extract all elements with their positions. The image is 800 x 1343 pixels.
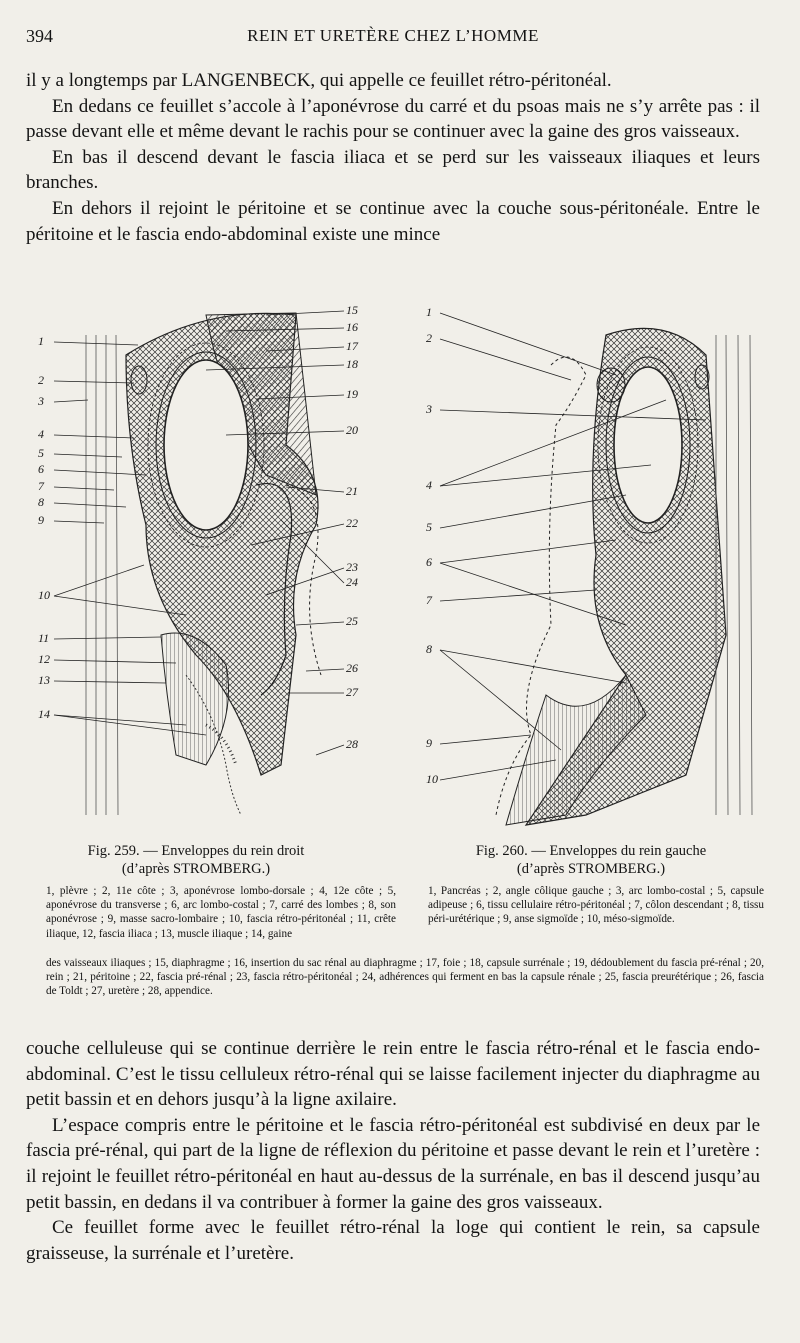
label-21: 21	[346, 484, 358, 498]
label-3: 3	[38, 394, 44, 408]
label-15: 15	[346, 303, 358, 317]
label-16: 16	[346, 320, 358, 334]
page-number: 394	[26, 26, 53, 46]
top-text-block	[26, 68, 760, 247]
figure-259-legend: 1, plèvre ; 2, 11e côte ; 3, aponévrose lombo-dorsale ; 4, 12e côte ; 5, aponévrose du transverse ; 6, arc lombo-costal ; 7, carré des lombes ; 8, son aponévrose ; 9, masse sacro-lombaire ; 10, fascia rétro-péritonéal ; 11, crête iliaque, 12, fascia iliaca ; 13, muscle iliaque ; 14, gaine	[46, 885, 396, 940]
figure-259-caption	[66, 842, 326, 878]
caption-line: Fig. 260. — Enveloppes du rein gauche	[475, 843, 707, 859]
paragraph: En dedans ce feuillet s’accole à l’aponévrose du carré et du psoas mais ne s’y arrête pas : il passe devant elle et même devant le rachis pour se continuer avec la gaine des gros vaisseaux.	[26, 95, 760, 143]
page-header	[26, 26, 760, 50]
label-12: 12	[38, 652, 50, 666]
label-8: 8	[38, 495, 44, 509]
paragraph: Ce feuillet forme avec le feuillet rétro-rénal la loge qui contient le rein, sa capsule graisseuse, la surrénale et l’uretère.	[26, 1217, 760, 1264]
label-11: 11	[38, 631, 50, 645]
label-27: 27	[346, 685, 358, 699]
label-6: 6	[38, 462, 44, 476]
paragraph: il y a longtemps par LANGENBECK, qui appelle ce feuillet rétro-péritonéal.	[26, 70, 612, 91]
label-10: 10	[38, 588, 50, 602]
caption-line: (d’après STROMBERG.)	[121, 861, 271, 877]
label-17: 17	[346, 339, 358, 353]
label-7: 7	[426, 593, 432, 607]
label-23: 23	[346, 560, 358, 574]
label-20: 20	[346, 423, 358, 437]
label-26: 26	[346, 661, 358, 675]
label-6: 6	[426, 555, 432, 569]
label-3: 3	[426, 402, 432, 416]
label-4: 4	[38, 427, 44, 441]
figure-259-left-labels	[37, 334, 50, 721]
label-22: 22	[346, 516, 358, 530]
label-1: 1	[426, 305, 432, 319]
label-9: 9	[426, 736, 432, 750]
label-5: 5	[38, 446, 44, 460]
running-title: REIN ET URETÈRE CHEZ L’HOMME	[247, 26, 539, 45]
label-19: 19	[346, 387, 358, 401]
bottom-text-block	[26, 1036, 760, 1266]
paragraph: En bas il descend devant le fascia iliaca et se perd sur les vaisseaux iliaques et leurs branches.	[26, 146, 760, 194]
paragraph: couche celluleuse qui se continue derrière le rein entre le fascia rétro-rénal et le fascia endo-abdominal. C’est le tissu celluleux rétro-rénal qui se laisse facilement injecter du diaphragme au petit bassin et en dehors jusqu’à la ligne axilaire.	[26, 1038, 760, 1111]
label-8: 8	[426, 642, 432, 656]
caption-line: (d’après STROMBERG.)	[516, 861, 666, 877]
label-10: 10	[426, 772, 438, 786]
figure-260-labels	[425, 305, 438, 786]
figure-260-caption	[426, 842, 756, 878]
label-18: 18	[346, 357, 358, 371]
label-28: 28	[346, 737, 358, 751]
figure-260-drawing	[496, 328, 752, 825]
label-4: 4	[426, 478, 432, 492]
paragraph: L’espace compris entre le péritoine et le fascia rétro-péritonéal est subdivisé en deux par le fascia pré-rénal, qui part de la ligne de réflexion du péritoine et passe devant le rein et l’uretère : il rejoint le feuillet rétro-péritonéal en haut au-dessus de la surrénale, en bas il descend jusqu’au petit bassin, en dedans il va contribuer à former la gaine des gros vaisseaux.	[26, 1114, 760, 1213]
label-5: 5	[426, 520, 432, 534]
label-24: 24	[346, 575, 358, 589]
label-13: 13	[38, 673, 50, 687]
label-9: 9	[38, 513, 44, 527]
caption-line: Fig. 259. — Enveloppes du rein droit	[87, 843, 305, 859]
paragraph: En dehors il rejoint le péritoine et se continue avec la couche sous-péritonéale. Entre le péritoine et le fascia endo-abdominal existe une mince	[26, 197, 760, 245]
anatomical-figures	[26, 295, 766, 835]
kidney-envelopes-illustration	[26, 295, 766, 835]
label-14: 14	[38, 707, 50, 721]
figure-259-right-labels	[346, 303, 359, 751]
label-1: 1	[38, 334, 44, 348]
figure-259-drawing	[86, 313, 321, 815]
label-7: 7	[38, 479, 44, 493]
label-2: 2	[38, 373, 44, 387]
figure-260-legend: 1, Pancréas ; 2, angle côlique gauche ; 3, arc lombo-costal ; 5, capsule adipeuse ; 6, tissu cellulaire rétro-péritonéal ; 7, côlon descendant ; 8, tissu péri-urétérique ; 9, anse sigmoïde ; 10, méso-sigmoïde.	[428, 885, 764, 926]
figure-259-legend-continued: des vaisseaux iliaques ; 15, diaphragme ; 16, insertion du sac rénal au diaphragme ; 17, foie ; 18, capsule surrénale ; 19, dédoublement du fascia pré-rénal ; 20, rein ; 21, péritoine ; 22, fascia pré-rénal ; 23, fascia rétro-péritonéal ; 24, adhérences qui ferment en bas la capsule rénale ; 25, fascia preurétérique ; 26, fascia de Toldt ; 27, uretère ; 28, appendice.	[46, 957, 764, 998]
label-2: 2	[426, 331, 432, 345]
label-25: 25	[346, 614, 358, 628]
